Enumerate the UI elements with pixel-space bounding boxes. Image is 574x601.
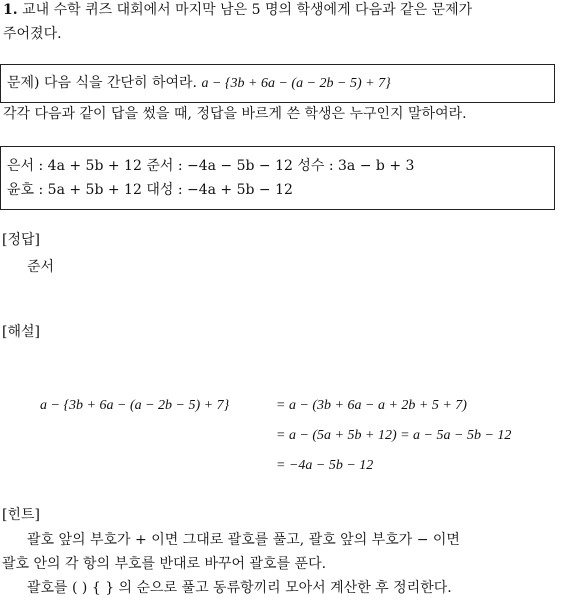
question-line xyxy=(7,73,391,94)
solution-heading: [해설] xyxy=(2,324,40,340)
problem-line-1 xyxy=(3,0,472,20)
hint-heading: [힌트] xyxy=(2,507,40,523)
problem-line-2: 주어졌다. xyxy=(3,26,62,42)
answers-row-2: 윤호 : 5a + 5b + 12 대성 : −4a + 5b − 12 xyxy=(7,182,293,198)
instruction-text: 각각 다음과 같이 답을 썼을 때, 정답을 바르게 쓴 학생은 누구인지 말하여라. xyxy=(3,106,467,122)
hint-line-3: 괄호를 ( ) { } 의 순으로 풀고 동류항끼리 모아서 계산한 후 정리한다. xyxy=(27,580,452,596)
hint-line-1: 괄호 앞의 부호가 + 이면 그대로 괄호를 풀고, 괄호 앞의 부호가 − 이면 xyxy=(27,532,460,548)
hint-line-2: 괄호 안의 각 항의 부호를 반대로 바꾸어 괄호를 푼다. xyxy=(2,556,327,572)
answer-heading: [정답] xyxy=(2,232,40,248)
solution-step-3: = −4a − 5b − 12 xyxy=(276,458,374,473)
question-label: 문제) 다음 식을 간단히 하여라. xyxy=(7,75,198,91)
solution-step-1-left: a − {3b + 6a − (a − 2b − 5) + 7} xyxy=(40,398,230,413)
solution-step-1-right: = a − (3b + 6a − a + 2b + 5 + 7) xyxy=(276,398,467,413)
problem-text-1: 교내 수학 퀴즈 대회에서 마지막 남은 5 명의 학생에게 다음과 같은 문제가 xyxy=(22,2,473,18)
answers-row-1: 은서 : 4a + 5b + 12 준서 : −4a − 5b − 12 성수 : 3a − b + 3 xyxy=(7,158,415,174)
answer-value: 준서 xyxy=(27,259,55,275)
solution-step-2: = a − (5a + 5b + 12) = a − 5a − 5b − 12 xyxy=(276,428,512,443)
answers-box xyxy=(0,146,555,210)
question-expression: a − {3b + 6a − (a − 2b − 5) + 7} xyxy=(201,76,391,91)
question-box xyxy=(0,64,555,103)
problem-number: 1. xyxy=(3,2,18,18)
